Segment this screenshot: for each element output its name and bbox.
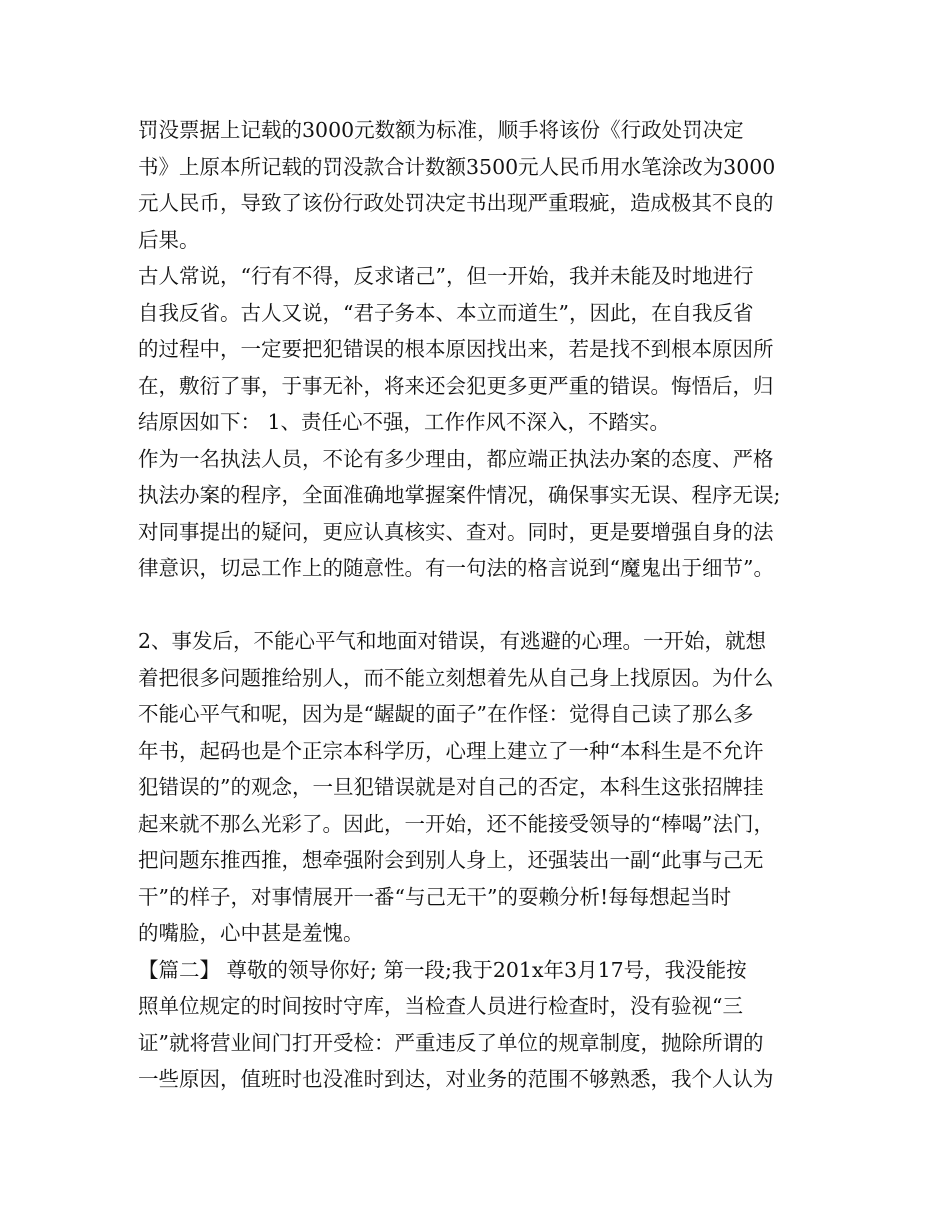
paragraph-spacer bbox=[138, 587, 838, 624]
paragraph-penalty-correction: 罚没票据上记载的3000元数额为标准，顺手将该份《行政处罚决定 书》上原本所记载的罚没款合计数额3500元人民币用水笔涂改为3000 元人民币，导致了该份行政处罚决定书出现严重瑕疵，造成极其不良的 后果。 bbox=[138, 118, 776, 252]
document-body bbox=[138, 112, 838, 1098]
paragraph-part-two: 【篇二】 尊敬的领导你好; 第一段;我于201x年3月17号，我没能按 照单位规定的时间按时守库，当检查人员进行检查时，没有验视“三 证”就将营业间门打开受检：严重违反了单位的规章制度，抛除所谓的 一些原因，值班时也没准时到达，对业务的范围不够熟悉，我个人认为 bbox=[138, 957, 774, 1091]
paragraph-self-reflection: 古人常说，“行有不得，反求诸己”，但一开始，我并未能及时地进行 自我反省。古人又说，“君子务本、本立而道生”，因此，在自我反省 的过程中，一定要把犯错误的根本原因找出来，若是找不到根本原因所 在，敷衍了事，于事无补，将来还会犯更多更严重的错误。悔悟后，归 结原因如下： 1、责任心不强，工作作风不深入，不踏实。 bbox=[138, 264, 774, 434]
paragraph-avoidance-reason: 2、事发后，不能心平气和地面对错误，有逃避的心理。一开始，就想 着把很多问题推给别人，而不能立刻想着先从自己身上找原因。为什么 不能心平气和呢，因为是“龌龊的面子”在作怪：觉得自己读了那么多 年书，起码也是个正宗本科学历，心理上建立了一种“本科生是不允许 犯错误的”的观念，一旦犯错误就是对自己的否定，本科生这张招牌挂 起来就不那么光彩了。因此，一开始，还不能接受领导的“棒喝”法门， 把问题东推西推，想牵强附会到别人身上，还强装出一副“此事与己无 干”的样子，对事情展开一番“与己无干”的耍赖分析!每每想起当时 的嘴脸，心中甚是羞愧。 bbox=[138, 629, 774, 945]
paragraph-law-enforcement-duty: 作为一名执法人员，不论有多少理由，都应端正执法办案的态度、严格 执法办案的程序，全面准确地掌握案件情况，确保事实无误、程序无误; 对同事提出的疑问，更应认真核实、查对。同时，更是要增强自身的法 律意识，切忌工作上的随意性。有一句法的格言说到“魔鬼出于细节”。 bbox=[138, 446, 781, 580]
